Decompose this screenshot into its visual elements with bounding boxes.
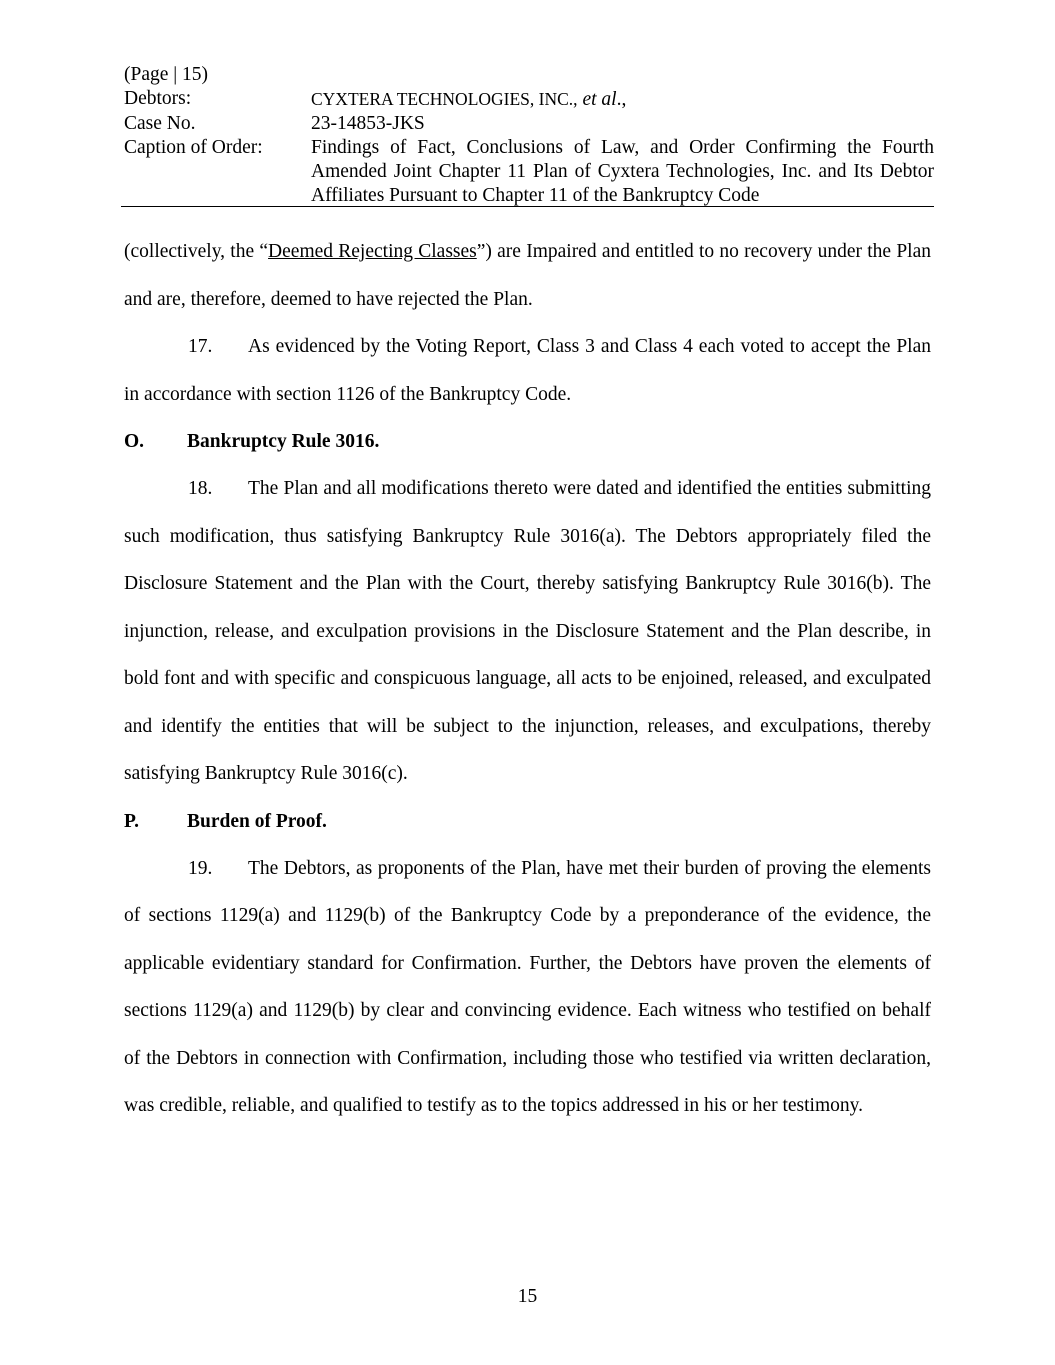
caption-row [124,136,934,208]
defined-term: Deemed Rejecting Classes [268,241,477,262]
debtors-label: Debtors: [124,88,192,109]
header-divider [121,206,934,207]
paragraph-18 [124,465,931,798]
section-letter: P. [124,810,139,832]
debtors-value [311,87,934,112]
paragraph-text: As evidenced by the Voting Report, Class 3 and Class 4 each voted to accept the Plan in accordance with section 1126 of the Bankruptcy Code. [124,336,931,405]
case-number-row [124,112,934,136]
debtors-comma: ., [616,89,627,110]
section-heading-p [124,798,931,845]
paragraph-17 [124,323,931,418]
caption-value: Findings of Fact, Conclusions of Law, and Order Confirming the Fourth Amended Joint Chapter 11 Plan of Cyxtera Technologies, Inc. and Its Debtor Affiliates Pursuant to Chapter 11 of the Bankruptcy Code [311,137,934,206]
paragraph-continuation-tail: ”) are Impaired and entitled to no recovery under the Plan and are, therefore, deemed to have rejected the Plan. [124,241,931,310]
section-title: Bankruptcy Rule 3016. [187,431,380,452]
paragraph-continuation [124,228,931,323]
section-title: Burden of Proof. [187,810,327,832]
caption-label: Caption of Order: [124,137,263,158]
debtor-name: CYXTERA TECHNOLOGIES, INC., [311,89,578,109]
paragraph-number: 18. [188,478,213,499]
paragraph-19 [124,845,931,1130]
page-number: 15 [517,1286,538,1307]
paragraph-number: 17. [188,336,213,357]
paragraph-text: The Plan and all modifications thereto were dated and identified the entities submitting such modification, thus satisfying Bankruptcy Rule 3016(a). The Debtors appropriately filed the Disclosure Statement and the Plan with the Court, thereby satisfying Bankruptcy Rule 3016(b). The injunction, release, and exculpation provisions in the Disclosure Statement and the Plan describe, in bold font and with specific and conspicuous language, all acts to be enjoined, released, and exculpated and identify the entities that will be subject to the injunction, releases, and exculpations, thereby satisfying Bankruptcy Rule 3016(c). [124,478,931,784]
document-body [124,228,931,1130]
section-heading-o [124,418,931,465]
case-number-label: Case No. [124,113,196,134]
debtors-row [124,87,934,112]
paragraph-number: 19. [188,857,213,879]
case-number-value: 23-14853-JKS [311,113,425,134]
paragraph-continuation-lead: (collectively, the “ [124,241,269,262]
paragraph-text: The Debtors, as proponents of the Plan, have met their burden of proving the elements of sections 1129(a) and 1129(b) of the Bankruptcy Code by a preponderance of the evidence, the applicable evidentiary standard for Confirmation. Further, the Debtors have proven the elements of sections 1129(a) and 1129(b) by clear and convincing evidence. Each witness who testified on behalf of the Debtors in connection with Confirmation, including those who testified via written declaration, was credible, reliable, and qualified to testify as to the topics addressed in his or her testimony. [124,857,931,1116]
page-reference: (Page | 15) [124,64,209,85]
page-reference-row [124,63,934,87]
section-letter: O. [124,431,145,452]
et-al: et al [582,89,617,110]
page-header [124,63,934,208]
